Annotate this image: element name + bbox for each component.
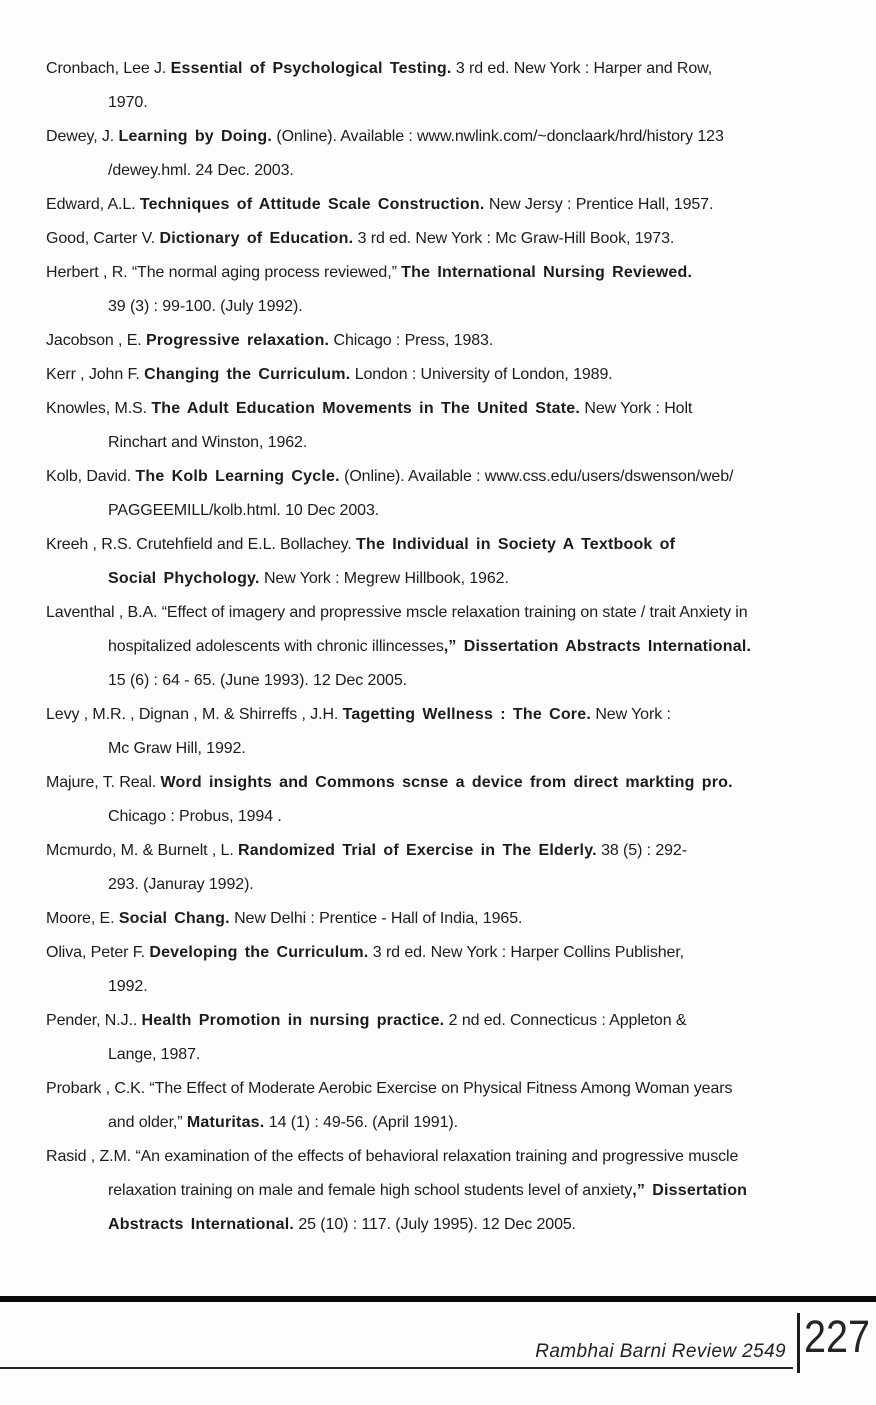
reference-line xyxy=(46,1038,846,1072)
reference-line xyxy=(46,460,846,494)
reference-line xyxy=(46,222,846,256)
reference-line xyxy=(46,596,846,630)
reference-title-text: Progressive relaxation. xyxy=(146,332,330,349)
reference-text: New York : xyxy=(590,706,671,723)
journal-title: Rambhai Barni Review 2549 xyxy=(535,1341,786,1362)
reference-title-text: Randomized Trial of Exercise in The Elderly. xyxy=(238,842,597,859)
reference-text: Rasid , Z.M. “An examination of the effects of behavioral relaxation training and progressive muscle xyxy=(46,1148,739,1165)
reference-line xyxy=(46,1174,846,1208)
reference-text: Edward, A.L. xyxy=(46,196,140,213)
reference-line xyxy=(46,86,846,120)
reference-line xyxy=(46,120,846,154)
reference-title-text: Learning by Doing. xyxy=(118,128,273,145)
reference-title-text: Techniques of Attitude Scale Construction. xyxy=(139,196,485,213)
reference-line xyxy=(46,188,846,222)
reference-line xyxy=(46,392,846,426)
footer-thin-rule xyxy=(0,1367,793,1369)
reference-text: Pender, N.J.. xyxy=(46,1012,142,1029)
reference-title-text: The International Nursing Reviewed. xyxy=(401,264,693,281)
reference-line xyxy=(46,800,846,834)
reference-line xyxy=(46,52,846,86)
reference-title-text: The Individual in Society A Textbook of xyxy=(356,536,676,553)
reference-line xyxy=(46,324,846,358)
footer-thick-rule xyxy=(0,1296,876,1302)
reference-text: Lange, 1987. xyxy=(108,1046,201,1063)
reference-line xyxy=(46,664,846,698)
reference-line xyxy=(46,562,846,596)
reference-text: Jacobson , E. xyxy=(46,332,146,349)
reference-title-text: Essential of Psychological Testing. xyxy=(170,60,452,77)
reference-text: /dewey.hml. 24 Dec. 2003. xyxy=(108,162,294,179)
reference-title-text: Abstracts International. xyxy=(108,1216,295,1233)
reference-line xyxy=(46,902,846,936)
reference-text: New Jersy : Prentice Hall, 1957. xyxy=(484,196,714,213)
reference-title-text: ,” Dissertation xyxy=(632,1182,748,1199)
reference-text: and older,” xyxy=(108,1114,187,1131)
page-number: 227 xyxy=(804,1311,871,1362)
reference-text: London : University of London, 1989. xyxy=(350,366,613,383)
reference-line xyxy=(46,154,846,188)
reference-line xyxy=(46,1004,846,1038)
reference-line xyxy=(46,766,846,800)
reference-title-text: Social Chang. xyxy=(118,910,230,927)
reference-text: Good, Carter V. xyxy=(46,230,160,247)
reference-text: 38 (5) : 292- xyxy=(596,842,687,859)
reference-text: 2 nd ed. Connecticus : Appleton & xyxy=(444,1012,687,1029)
reference-line xyxy=(46,1208,846,1242)
reference-text: Mc Graw Hill, 1992. xyxy=(108,740,246,757)
reference-line xyxy=(46,1106,846,1140)
reference-text: Kolb, David. xyxy=(46,468,136,485)
reference-line xyxy=(46,358,846,392)
reference-text: PAGGEEMILL/kolb.html. 10 Dec 2003. xyxy=(108,502,380,519)
reference-text: Majure, T. Real. xyxy=(46,774,161,791)
reference-title-text: Maturitas. xyxy=(186,1114,265,1131)
reference-text: New Delhi : Prentice - Hall of India, 1965. xyxy=(229,910,523,927)
reference-text: 39 (3) : 99-100. (July 1992). xyxy=(108,298,303,315)
reference-text: Chicago : Press, 1983. xyxy=(329,332,494,349)
reference-title-text: Health Promotion in nursing practice. xyxy=(141,1012,445,1029)
reference-text: 3 rd ed. New York : Mc Graw-Hill Book, 1973. xyxy=(353,230,675,247)
reference-line xyxy=(46,290,846,324)
reference-text: 1970. xyxy=(108,94,148,111)
reference-title-text: ,” Dissertation Abstracts International. xyxy=(443,638,752,655)
reference-line xyxy=(46,494,846,528)
reference-text: Herbert , R. “The normal aging process reviewed,” xyxy=(46,264,402,281)
reference-title-text: Word insights and Commons scnse a device from direct markting pro. xyxy=(160,774,733,791)
reference-line xyxy=(46,698,846,732)
reference-text: 293. (Januray 1992). xyxy=(108,876,254,893)
reference-text: (Online). Available : www.css.edu/users/dswenson/web/ xyxy=(339,468,734,485)
reference-text: Cronbach, Lee J. xyxy=(46,60,171,77)
reference-text: 14 (1) : 49-56. (April 1991). xyxy=(264,1114,458,1131)
reference-line xyxy=(46,1072,846,1106)
reference-text: Moore, E. xyxy=(46,910,119,927)
reference-title-text: Tagetting Wellness : The Core. xyxy=(342,706,591,723)
reference-text: 3 rd ed. New York : Harper Collins Publisher, xyxy=(368,944,685,961)
reference-text: Probark , C.K. “The Effect of Moderate Aerobic Exercise on Physical Fitness Among Woman years xyxy=(46,1080,733,1097)
reference-text: relaxation training on male and female high school students level of anxiety xyxy=(108,1182,633,1199)
reference-text: New York : Holt xyxy=(580,400,693,417)
reference-title-text: The Adult Education Movements in The United State. xyxy=(151,400,581,417)
reference-text: Chicago : Probus, 1994 . xyxy=(108,808,282,825)
reference-text: Rinchart and Winston, 1962. xyxy=(108,434,308,451)
reference-text: 3 rd ed. New York : Harper and Row, xyxy=(451,60,713,77)
reference-line xyxy=(46,868,846,902)
reference-text: 25 (10) : 117. (July 1995). 12 Dec 2005. xyxy=(294,1216,577,1233)
reference-line xyxy=(46,834,846,868)
reference-text: Dewey, J. xyxy=(46,128,119,145)
reference-text: 1992. xyxy=(108,978,148,995)
reference-text: Kerr , John F. xyxy=(46,366,145,383)
reference-list xyxy=(46,52,846,1242)
reference-line xyxy=(46,732,846,766)
reference-line xyxy=(46,256,846,290)
reference-text: Kreeh , R.S. Crutehfield and E.L. Bollachey. xyxy=(46,536,357,553)
reference-text: Levy , M.R. , Dignan , M. & Shirreffs , J.H. xyxy=(46,706,343,723)
reference-text: (Online). Available : www.nwlink.com/~donclaark/hrd/history 123 xyxy=(272,128,724,145)
reference-text: Laventhal , B.A. “Effect of imagery and propressive mscle relaxation training on state / trait Anxiety in xyxy=(46,604,748,621)
reference-title-text: Developing the Curriculum. xyxy=(149,944,369,961)
reference-line xyxy=(46,936,846,970)
reference-line xyxy=(46,528,846,562)
reference-title-text: The Kolb Learning Cycle. xyxy=(135,468,340,485)
reference-text: Mcmurdo, M. & Burnelt , L. xyxy=(46,842,239,859)
reference-title-text: Dictionary of Education. xyxy=(159,230,354,247)
reference-text: New York : Megrew Hillbook, 1962. xyxy=(259,570,509,587)
reference-title-text: Social Phychology. xyxy=(108,570,260,587)
reference-text: Knowles, M.S. xyxy=(46,400,152,417)
reference-line xyxy=(46,630,846,664)
reference-line xyxy=(46,1140,846,1174)
reference-text: hospitalized adolescents with chronic illincesses xyxy=(108,638,444,655)
reference-text: 15 (6) : 64 - 65. (June 1993). 12 Dec 2005. xyxy=(108,672,407,689)
reference-title-text: Changing the Curriculum. xyxy=(144,366,351,383)
reference-line xyxy=(46,970,846,1004)
reference-text: Oliva, Peter F. xyxy=(46,944,150,961)
reference-line xyxy=(46,426,846,460)
page-number-divider xyxy=(797,1313,800,1373)
